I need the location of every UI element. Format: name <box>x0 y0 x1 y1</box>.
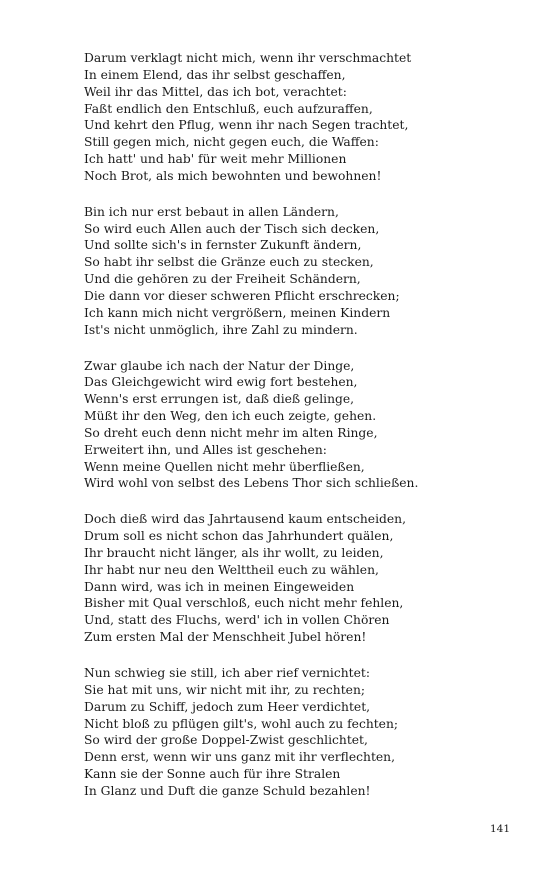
poem-line: Darum zu Schiff, jedoch zum Heer verdichtet, <box>84 699 371 714</box>
poem-line: In einem Elend, das ihr selbst geschaffen, <box>84 67 346 82</box>
poem-line: Nun schwieg sie still, ich aber rief vernichtet: <box>84 666 370 680</box>
poem-line: Wird wohl von selbst des Lebens Thor sich schließen. <box>84 476 419 491</box>
poem-line: Sie hat mit uns, wir nicht mit ihr, zu rechten; <box>84 682 366 697</box>
poem-line: Darum verklagt nicht mich, wenn ihr verschmachtet <box>84 51 412 65</box>
poem-line: Und, statt des Fluchs, werd' ich in vollen Chören <box>84 613 390 628</box>
poem-line: Zwar glaube ich nach der Natur der Dinge, <box>84 358 355 373</box>
poem-line: Wenn's erst errungen ist, daß dieß gelinge, <box>84 392 355 407</box>
poem-line: Drum soll es nicht schon das Jahrhundert quälen, <box>84 529 394 544</box>
poem-line: Denn erst, wenn wir uns ganz mit ihr verflechten, <box>84 750 395 765</box>
poem-line: Ihr braucht nicht länger, als ihr wollt, zu leiden, <box>84 545 384 560</box>
poem-line: Dann wird, was ich in meinen Eingeweiden <box>84 579 355 594</box>
poem-line: Nicht bloß zu pflügen gilt's, wohl auch zu fechten; <box>84 716 399 731</box>
poem-line: Kann sie der Sonne auch für ihre Stralen <box>84 767 341 782</box>
poem-line: Bin ich nur erst bebaut in allen Ländern, <box>84 204 339 219</box>
poem-line: Das Gleichgewicht wird ewig fort bestehen, <box>84 375 358 390</box>
stanza-4 <box>84 511 524 646</box>
poem-line: Still gegen mich, nicht gegen euch, die Waffen: <box>84 135 379 150</box>
poem-line: Ich hatt' und hab' für weit mehr Millionen <box>84 152 347 167</box>
poem-line: Müßt ihr den Weg, den ich euch zeigte, gehen. <box>84 409 377 424</box>
poem-line: So dreht euch denn nicht mehr im alten Ringe, <box>84 425 378 440</box>
poem-line: Ist's nicht unmöglich, ihre Zahl zu mindern. <box>84 322 358 337</box>
poem-line: Und kehrt den Pflug, wenn ihr nach Segen trachtet, <box>84 118 409 133</box>
poem-line: Und die gehören zu der Freiheit Schändern, <box>84 272 361 287</box>
stanza-2 <box>84 204 524 339</box>
poem-line: Ihr habt nur neu den Welttheil euch zu wählen, <box>84 562 379 577</box>
poem-line: So wird euch Allen auch der Tisch sich decken, <box>84 221 380 236</box>
stanza-1 <box>84 50 524 185</box>
poem-line: Faßt endlich den Entschluß, euch aufzuraffen, <box>84 101 373 116</box>
stanza-5 <box>84 665 524 800</box>
poem-line: Noch Brot, als mich bewohnten und bewohnen! <box>84 168 382 183</box>
poem-line: Weil ihr das Mittel, das ich bot, verachtet: <box>84 84 347 99</box>
poem-line: Die dann vor dieser schweren Pflicht erschrecken; <box>84 288 400 303</box>
page-number: 141 <box>489 823 510 835</box>
poem-line: In Glanz und Duft die ganze Schuld bezahlen! <box>84 783 371 798</box>
poem-line: Zum ersten Mal der Menschheit Jubel hören! <box>84 630 367 645</box>
poem-line: So wird der große Doppel-Zwist geschlichtet, <box>84 733 368 748</box>
poem-body <box>84 50 524 819</box>
poem-line: Ich kann mich nicht vergrößern, meinen Kindern <box>84 305 391 320</box>
poem-line: Wenn meine Quellen nicht mehr überfließen, <box>84 459 365 474</box>
poem-line: Und sollte sich's in fernster Zukunft ändern, <box>84 238 362 253</box>
poem-line: Doch dieß wird das Jahrtausend kaum entscheiden, <box>84 512 406 527</box>
poem-line: Bisher mit Qual verschloß, euch nicht mehr fehlen, <box>84 596 404 611</box>
poem-line: Erweitert ihn, und Alles ist geschehen: <box>84 442 327 457</box>
poem-line: So habt ihr selbst die Gränze euch zu stecken, <box>84 255 374 270</box>
stanza-3 <box>84 358 524 493</box>
